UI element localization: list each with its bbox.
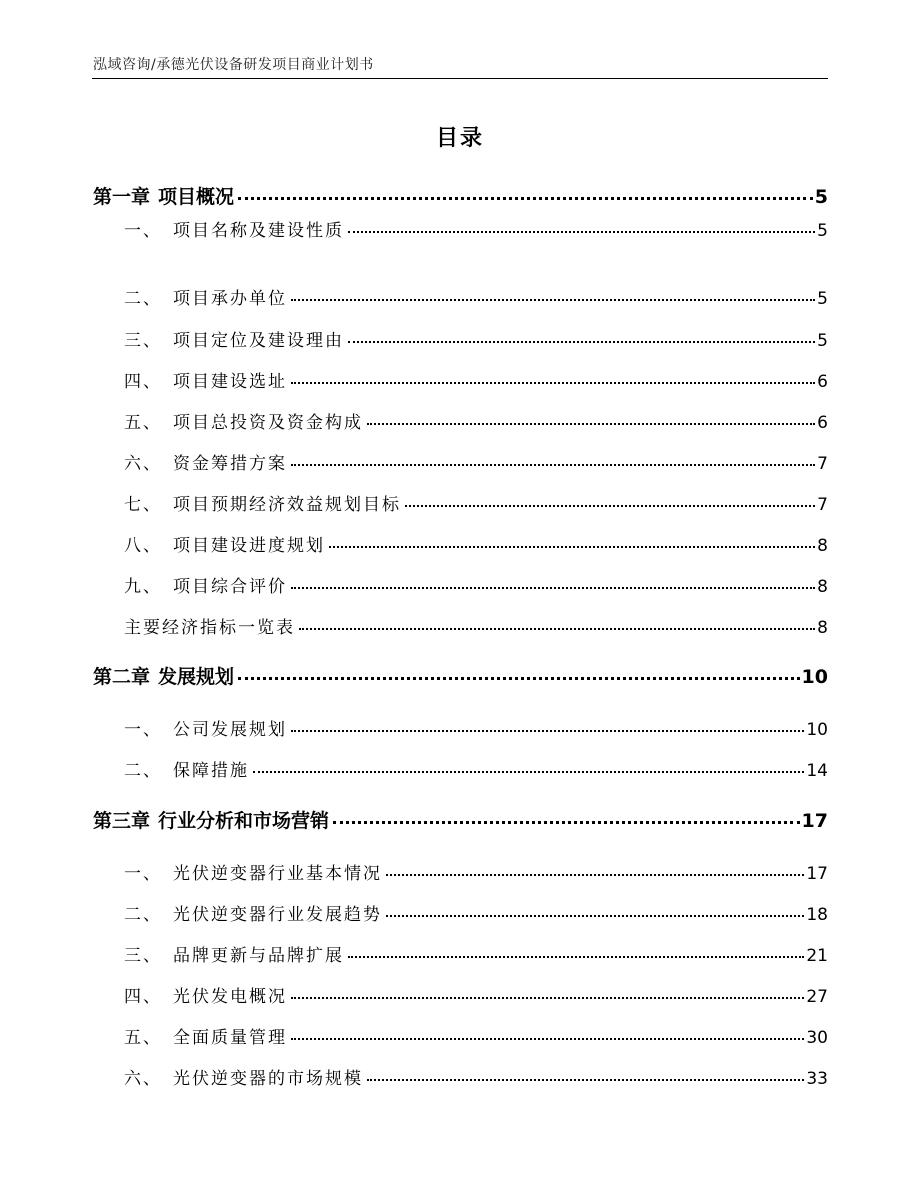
toc-entry-number: 二、 <box>124 905 162 925</box>
toc-entry-number: 第三章 <box>93 810 151 832</box>
dot-leader <box>367 1079 804 1081</box>
toc-page-number: 8 <box>817 536 828 556</box>
toc-entry-number: 一、 <box>124 221 162 241</box>
dot-leader <box>333 821 800 824</box>
toc-entry-title: 项目承办单位 <box>173 289 287 309</box>
toc-section-entry[interactable] <box>93 613 828 638</box>
dot-leader <box>291 730 804 732</box>
toc-entry-title: 行业分析和市场营销 <box>158 810 330 832</box>
toc-section-entry[interactable] <box>93 859 828 884</box>
toc-title: 目录 <box>435 126 484 151</box>
toc-entry-label <box>124 490 401 515</box>
toc-entry-number: 一、 <box>124 720 162 740</box>
dot-leader <box>367 423 815 425</box>
toc-entry-number: 五、 <box>124 1028 162 1048</box>
toc-entry-number: 六、 <box>124 454 162 474</box>
dot-leader <box>291 299 815 301</box>
header-rule <box>92 78 828 79</box>
toc-entry-label <box>93 182 234 209</box>
toc-chapter-entry[interactable] <box>93 662 828 689</box>
toc-entry-number: 九、 <box>124 577 162 597</box>
toc-section-entry[interactable] <box>93 572 828 597</box>
toc-entry-number: 五、 <box>124 413 162 433</box>
toc-section-entry[interactable] <box>93 490 828 515</box>
toc-entry-label <box>124 408 363 433</box>
toc-entry-number: 四、 <box>124 372 162 392</box>
toc-page-number: 7 <box>817 495 828 515</box>
dot-leader <box>291 587 815 589</box>
toc-entry-title: 光伏逆变器行业基本情况 <box>173 864 382 884</box>
toc-page-number: 8 <box>817 577 828 597</box>
toc-page-number: 6 <box>817 413 828 433</box>
dot-leader <box>299 628 815 630</box>
dot-leader <box>291 997 804 999</box>
toc-page-number: 30 <box>806 1028 828 1048</box>
toc-entry-title: 项目综合评价 <box>173 577 287 597</box>
toc-entry-label <box>93 806 329 833</box>
toc-entry-number: 六、 <box>124 1069 162 1089</box>
toc-entry-title: 项目预期经济效益规划目标 <box>173 495 401 515</box>
toc-entry-number: 三、 <box>124 946 162 966</box>
dot-leader <box>253 771 804 773</box>
toc-entry-title: 光伏逆变器的市场规模 <box>173 1069 363 1089</box>
dot-leader <box>238 197 813 200</box>
toc-page-number: 17 <box>801 810 828 832</box>
toc-entry-title: 公司发展规划 <box>173 720 287 740</box>
dot-leader <box>386 915 804 917</box>
toc-entry-title: 全面质量管理 <box>173 1028 287 1048</box>
toc-section-entry[interactable] <box>93 449 828 474</box>
dot-leader <box>348 341 815 343</box>
toc-entry-label <box>124 859 382 884</box>
toc-entry-label <box>124 326 344 351</box>
toc-chapter-entry[interactable] <box>93 806 828 833</box>
toc-entry-title: 项目名称及建设性质 <box>173 221 344 241</box>
dot-leader <box>348 956 804 958</box>
toc-entry-title: 保障措施 <box>173 761 249 781</box>
toc-entry-title: 项目总投资及资金构成 <box>173 413 363 433</box>
toc-page-number: 17 <box>806 864 828 884</box>
toc-entry-label <box>124 572 287 597</box>
toc-entry-label <box>124 1064 363 1089</box>
toc-entry-title: 项目建设进度规划 <box>173 536 325 556</box>
toc-entry-title: 发展规划 <box>158 666 235 688</box>
toc-entry-label <box>124 367 287 392</box>
toc-entry-label <box>124 284 287 309</box>
dot-leader <box>291 1038 804 1040</box>
dot-leader <box>291 382 815 384</box>
toc-section-entry[interactable] <box>93 756 828 781</box>
toc-entry-number: 三、 <box>124 331 162 351</box>
toc-page-number: 33 <box>806 1069 828 1089</box>
toc-entry-label <box>124 449 287 474</box>
toc-page-number: 14 <box>806 761 828 781</box>
toc-page-number: 7 <box>817 454 828 474</box>
toc-page-number: 6 <box>817 372 828 392</box>
toc-entry-label <box>124 531 325 556</box>
toc-section-entry[interactable] <box>93 1023 828 1048</box>
toc-section-entry[interactable] <box>93 715 828 740</box>
dot-leader <box>329 546 815 548</box>
dot-leader <box>386 874 804 876</box>
toc-page-number: 5 <box>817 221 828 241</box>
toc-section-entry[interactable] <box>93 531 828 556</box>
toc-page-number: 18 <box>806 905 828 925</box>
toc-entry-label <box>124 613 295 638</box>
toc-entry-number: 八、 <box>124 536 162 556</box>
toc-entry-title: 光伏发电概况 <box>173 987 287 1007</box>
toc-entry-number: 第一章 <box>93 186 151 208</box>
toc-section-entry[interactable] <box>93 1064 828 1089</box>
toc-entry-title: 光伏逆变器行业发展趋势 <box>173 905 382 925</box>
toc-entry-label <box>124 1023 287 1048</box>
dot-leader <box>348 231 815 233</box>
toc-section-entry[interactable] <box>93 941 828 966</box>
toc-section-entry[interactable] <box>93 284 828 309</box>
toc-entry-title: 资金筹措方案 <box>173 454 287 474</box>
toc-page-number: 21 <box>806 946 828 966</box>
page-header: 泓域咨询/承德光伏设备研发项目商业计划书 <box>93 57 374 73</box>
toc-section-entry[interactable] <box>93 367 828 392</box>
toc-entry-title: 品牌更新与品牌扩展 <box>173 946 344 966</box>
toc-entry-label <box>124 216 344 241</box>
toc-entry-label <box>93 662 234 689</box>
toc-page-number: 5 <box>814 186 828 208</box>
toc-entry-label <box>124 982 287 1007</box>
dot-leader <box>238 677 800 680</box>
toc-page-number: 8 <box>817 618 828 638</box>
toc-section-entry[interactable] <box>93 216 828 241</box>
toc-entry-number: 二、 <box>124 761 162 781</box>
toc-section-entry[interactable] <box>93 326 828 351</box>
toc-entry-number: 二、 <box>124 289 162 309</box>
toc-section-entry[interactable] <box>93 408 828 433</box>
toc-entry-number: 七、 <box>124 495 162 515</box>
toc-page-number: 27 <box>806 987 828 1007</box>
toc-page-number: 10 <box>801 666 828 688</box>
toc-entry-number: 四、 <box>124 987 162 1007</box>
toc-entry-title: 项目定位及建设理由 <box>173 331 344 351</box>
toc-entry-title: 项目概况 <box>158 186 235 208</box>
toc-entry-label <box>124 715 287 740</box>
toc-page-number: 5 <box>817 331 828 351</box>
toc-page-number: 5 <box>817 289 828 309</box>
toc-page-number: 10 <box>806 720 828 740</box>
toc-section-entry[interactable] <box>93 900 828 925</box>
dot-leader <box>405 505 815 507</box>
toc-entry-label <box>124 756 249 781</box>
toc-chapter-entry[interactable] <box>93 182 828 209</box>
toc-entry-title: 项目建设选址 <box>173 372 287 392</box>
toc-entry-title: 主要经济指标一览表 <box>124 618 295 638</box>
dot-leader <box>291 464 815 466</box>
toc-entry-number: 第二章 <box>93 666 151 688</box>
toc-entry-label <box>124 941 344 966</box>
toc-section-entry[interactable] <box>93 982 828 1007</box>
toc-entry-number: 一、 <box>124 864 162 884</box>
toc-entry-label <box>124 900 382 925</box>
